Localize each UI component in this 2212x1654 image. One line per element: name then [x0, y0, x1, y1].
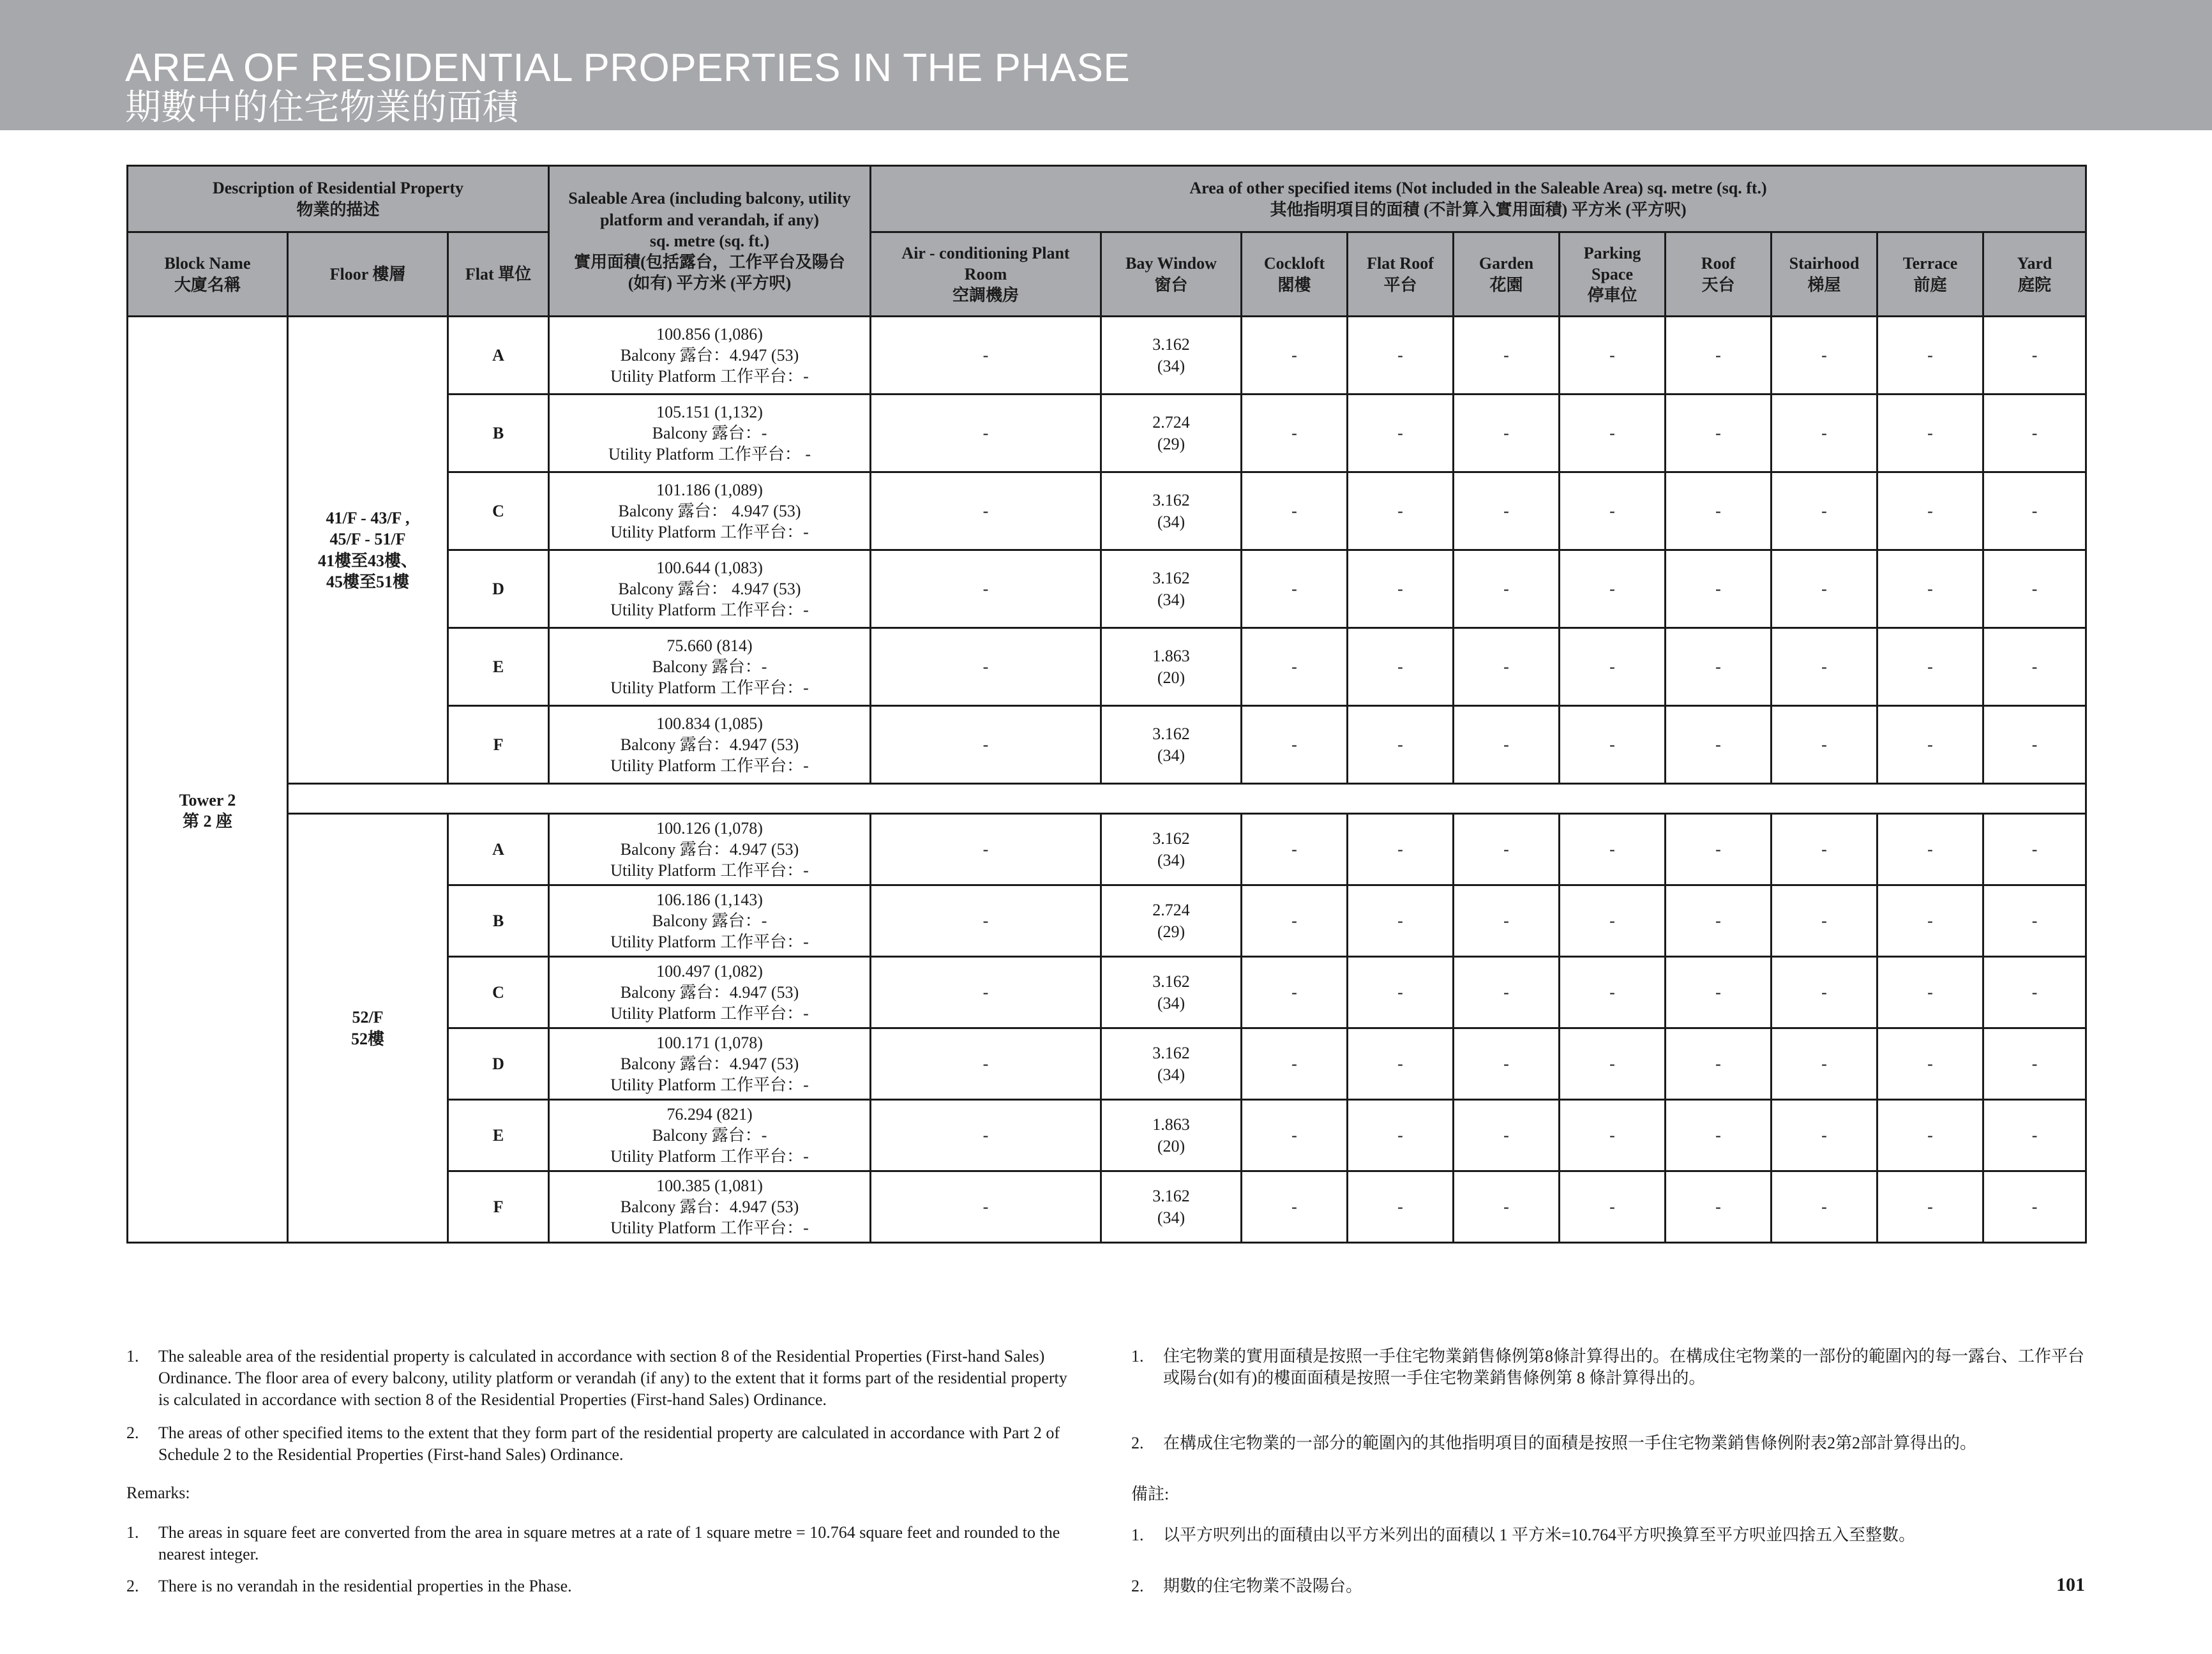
- stairhood-cell: -: [1772, 1028, 1877, 1100]
- cockloft-cell: -: [1242, 706, 1348, 784]
- stairhood-cell: -: [1772, 472, 1877, 550]
- ac-plant-room-cell: -: [871, 550, 1101, 628]
- page-title-en: AREA OF RESIDENTIAL PROPERTIES IN THE PHASE: [125, 46, 1131, 90]
- cell-line: (20): [1157, 668, 1185, 687]
- remark-en-1: 1. The areas in square feet are converted from the area in square metres at a rate of 1 square metre = 10.764 square feet and rounded to the nearest integer.: [126, 1523, 1060, 1563]
- garden-cell: -: [1454, 957, 1560, 1028]
- flat-cell: D: [448, 550, 549, 628]
- cell-line: (34): [1157, 1208, 1185, 1227]
- terrace-cell: -: [1877, 472, 1983, 550]
- flat-cell: D: [448, 1028, 549, 1100]
- cell-line: (34): [1157, 590, 1185, 609]
- utility-line: Utility Platform 工作平台：-: [610, 601, 809, 620]
- cell-line: Tower 2: [179, 790, 236, 809]
- stairhood-cell: -: [1772, 1171, 1877, 1243]
- cell-line: 3.162: [1152, 972, 1190, 991]
- yard-cell: -: [1983, 1100, 2086, 1171]
- stairhood-cell: -: [1772, 1100, 1877, 1171]
- area-line: 100.126 (1,078): [656, 818, 763, 838]
- cell-line: 2.724: [1152, 901, 1190, 920]
- parking-space-cell: -: [1560, 395, 1666, 472]
- cell-line: 3.162: [1152, 491, 1190, 510]
- ac-plant-room-cell: -: [871, 1100, 1101, 1171]
- flat-cell: F: [448, 1171, 549, 1243]
- roof-cell: -: [1666, 957, 1772, 1028]
- remarks-title-zh: 備註:: [1131, 1485, 1170, 1503]
- yard-cell: -: [1983, 1171, 2086, 1243]
- roof-cell: -: [1666, 814, 1772, 885]
- cockloft-header: Cockloft 閣樓: [1242, 232, 1348, 317]
- yard-cell: -: [1983, 472, 2086, 550]
- cockloft-cell: -: [1242, 550, 1348, 628]
- parking-space-cell: -: [1560, 957, 1666, 1028]
- roof-cell: -: [1666, 1100, 1772, 1171]
- terrace-cell: -: [1877, 550, 1983, 628]
- area-line: 100.644 (1,083): [656, 558, 763, 577]
- remark-zh-1: 1. 以平方呎列出的面積由以平方米列出的面積以 1 平方米=10.764平方呎換算至平方呎並四捨五入至整數。: [1131, 1526, 1916, 1544]
- saleable-area-cell: [549, 395, 871, 472]
- utility-line: Utility Platform 工作平台：-: [610, 1219, 809, 1238]
- terrace-cell: -: [1877, 1028, 1983, 1100]
- terrace-cell: -: [1877, 1171, 1983, 1243]
- ac-plant-room-cell: -: [871, 957, 1101, 1028]
- cell-line: (34): [1157, 356, 1185, 375]
- cockloft-cell: -: [1242, 395, 1348, 472]
- garden-cell: -: [1454, 628, 1560, 706]
- utility-line: Utility Platform 工作平台：-: [610, 861, 809, 880]
- parking-space-cell: -: [1560, 814, 1666, 885]
- floor-range-cell: [288, 814, 448, 1243]
- remark-zh-2: 2. 期數的住宅物業不設陽台。: [1131, 1577, 1363, 1595]
- area-line: 101.186 (1,089): [656, 480, 763, 499]
- description-header: Description of Residential Property 物業的描述: [128, 166, 549, 232]
- ac-plant-room-cell: -: [871, 885, 1101, 957]
- flat-cell: B: [448, 395, 549, 472]
- cell-line: (34): [1157, 512, 1185, 531]
- yard-cell: -: [1983, 395, 2086, 472]
- cell-line: 第 2 座: [182, 812, 232, 831]
- balcony-line: Balcony 露台：4.947 (53): [620, 839, 799, 859]
- flat-cell: C: [448, 957, 549, 1028]
- cockloft-cell: -: [1242, 885, 1348, 957]
- roof-cell: -: [1666, 472, 1772, 550]
- cell-line: 3.162: [1152, 335, 1190, 354]
- cell-line: (34): [1157, 1065, 1185, 1084]
- stairhood-cell: -: [1772, 706, 1877, 784]
- flat-roof-cell: -: [1348, 706, 1454, 784]
- garden-cell: -: [1454, 706, 1560, 784]
- cell-line: 41樓至43樓、: [317, 551, 418, 570]
- saleable-area-cell: [549, 1171, 871, 1243]
- ac-plant-room-cell: -: [871, 317, 1101, 395]
- saleable-area-cell: [549, 550, 871, 628]
- balcony-line: Balcony 露台：-: [652, 423, 767, 442]
- parking-space-cell: -: [1560, 1171, 1666, 1243]
- cell-line: (20): [1157, 1136, 1185, 1155]
- yard-cell: -: [1983, 1028, 2086, 1100]
- bay-window-cell: [1101, 550, 1242, 628]
- title-banner: [0, 0, 2212, 130]
- terrace-cell: -: [1877, 885, 1983, 957]
- balcony-line: Balcony 露台：4.947 (53): [620, 1054, 799, 1073]
- stairhood-cell: -: [1772, 885, 1877, 957]
- terrace-cell: -: [1877, 814, 1983, 885]
- note-en-2: 2. The areas of other specified items to the extent that they form part of the residential property are calculated in accordance with Part 2 of Schedule 2 to the Residential Properties (First-hand Sales) Ordinance.: [126, 1424, 1060, 1464]
- yard-cell: -: [1983, 628, 2086, 706]
- roof-cell: -: [1666, 628, 1772, 706]
- parking-space-cell: -: [1560, 317, 1666, 395]
- ac-plant-room-cell: -: [871, 395, 1101, 472]
- yard-cell: -: [1983, 317, 2086, 395]
- saleable-area-cell: [549, 472, 871, 550]
- bay-window-header: Bay Window 窗台: [1101, 232, 1242, 317]
- utility-line: Utility Platform 工作平台：-: [610, 1076, 809, 1095]
- area-line: 100.834 (1,085): [656, 714, 763, 733]
- stairhood-cell: -: [1772, 550, 1877, 628]
- cockloft-cell: -: [1242, 472, 1348, 550]
- roof-cell: -: [1666, 1028, 1772, 1100]
- parking-space-cell: -: [1560, 1100, 1666, 1171]
- flat-roof-cell: -: [1348, 957, 1454, 1028]
- parking-space-cell: -: [1560, 885, 1666, 957]
- bay-window-cell: [1101, 885, 1242, 957]
- stairhood-cell: -: [1772, 628, 1877, 706]
- area-line: 100.385 (1,081): [656, 1176, 763, 1195]
- parking-space-cell: -: [1560, 472, 1666, 550]
- cell-line: 52/F: [352, 1008, 384, 1027]
- bay-window-cell: [1101, 814, 1242, 885]
- utility-line: Utility Platform 工作平台：-: [610, 1004, 809, 1023]
- saleable-area-cell: [549, 628, 871, 706]
- terrace-cell: -: [1877, 317, 1983, 395]
- utility-line: Utility Platform 工作平台： -: [608, 445, 811, 464]
- garden-cell: -: [1454, 1171, 1560, 1243]
- roof-cell: -: [1666, 706, 1772, 784]
- garden-cell: -: [1454, 1028, 1560, 1100]
- flat-roof-cell: -: [1348, 814, 1454, 885]
- saleable-area-header: Saleable Area (including balcony, utility platform and verandah, if any) sq. metre (sq. ft.) 實用面積(包括露台，工作平台及陽台 (如有) 平方米 (平方呎): [549, 166, 871, 317]
- bay-window-cell: [1101, 628, 1242, 706]
- terrace-cell: -: [1877, 1100, 1983, 1171]
- balcony-line: Balcony 露台： 4.947 (53): [618, 501, 801, 520]
- roof-cell: -: [1666, 550, 1772, 628]
- remarks-title-en: Remarks:: [126, 1484, 190, 1502]
- garden-cell: -: [1454, 395, 1560, 472]
- stairhood-cell: -: [1772, 395, 1877, 472]
- balcony-line: Balcony 露台：-: [652, 1125, 767, 1145]
- balcony-line: Balcony 露台：-: [652, 911, 767, 930]
- bay-window-cell: [1101, 1171, 1242, 1243]
- balcony-line: Balcony 露台：4.947 (53): [620, 735, 799, 754]
- cell-line: 3.162: [1152, 1187, 1190, 1206]
- bay-window-cell: [1101, 957, 1242, 1028]
- ac-plant-room-cell: -: [871, 472, 1101, 550]
- saleable-area-cell: [549, 317, 871, 395]
- flat-roof-header: Flat Roof 平台: [1348, 232, 1454, 317]
- cell-line: 45/F - 51/F: [329, 530, 406, 549]
- stairhood-cell: -: [1772, 317, 1877, 395]
- roof-cell: -: [1666, 395, 1772, 472]
- ac-plant-room-cell: -: [871, 706, 1101, 784]
- area-line: 76.294 (821): [666, 1104, 753, 1124]
- parking-space-header: Parking Space 停車位: [1560, 232, 1666, 317]
- table-row: [128, 814, 2086, 885]
- flat-roof-cell: -: [1348, 1100, 1454, 1171]
- flat-roof-cell: -: [1348, 550, 1454, 628]
- stairhood-cell: -: [1772, 957, 1877, 1028]
- cell-line: 2.724: [1152, 413, 1190, 432]
- cell-line: (29): [1157, 434, 1185, 453]
- balcony-line: Balcony 露台：4.947 (53): [620, 1197, 799, 1216]
- area-line: 100.171 (1,078): [656, 1033, 763, 1052]
- ac-plant-room-header: Air - conditioning Plant Room 空調機房: [871, 232, 1101, 317]
- cell-line: 45樓至51樓: [326, 572, 409, 591]
- bay-window-cell: [1101, 1028, 1242, 1100]
- flat-roof-cell: -: [1348, 1171, 1454, 1243]
- garden-cell: -: [1454, 317, 1560, 395]
- utility-line: Utility Platform 工作平台：-: [610, 679, 809, 698]
- flat-roof-cell: -: [1348, 317, 1454, 395]
- flat-header: Flat 單位: [448, 232, 549, 317]
- garden-cell: -: [1454, 472, 1560, 550]
- remark-en-2: 2. There is no verandah in the residential properties in the Phase.: [126, 1577, 572, 1595]
- flat-roof-cell: -: [1348, 472, 1454, 550]
- flat-roof-cell: -: [1348, 885, 1454, 957]
- flat-cell: A: [448, 814, 549, 885]
- balcony-line: Balcony 露台：4.947 (53): [620, 345, 799, 365]
- balcony-line: Balcony 露台：-: [652, 657, 767, 676]
- floor-header: Floor 樓層: [288, 232, 448, 317]
- other-items-header: Area of other specified items (Not included in the Saleable Area) sq. metre (sq. ft.) 其他指明項目的面積 (不計算入實用面積) 平方米 (平方呎): [871, 166, 2086, 232]
- area-line: 75.660 (814): [666, 636, 753, 655]
- bay-window-cell: [1101, 1100, 1242, 1171]
- utility-line: Utility Platform 工作平台：-: [610, 756, 809, 776]
- utility-line: Utility Platform 工作平台：-: [610, 367, 809, 386]
- note-zh-1: 1. 住宅物業的實用面積是按照一手住宅物業銷售條例第8條計算得出的。在構成住宅物業的一部份的範圍內的每一露台、工作平台或陽台(如有)的樓面面積是按照一手住宅物業銷售條例第 8 條計算得出的。: [1131, 1347, 2085, 1387]
- flat-cell: E: [448, 628, 549, 706]
- ac-plant-room-cell: -: [871, 628, 1101, 706]
- separator-cell: [288, 784, 2086, 814]
- garden-cell: -: [1454, 550, 1560, 628]
- area-line: 106.186 (1,143): [656, 890, 763, 909]
- saleable-area-cell: [549, 706, 871, 784]
- garden-cell: -: [1454, 1100, 1560, 1171]
- bay-window-cell: [1101, 317, 1242, 395]
- flat-roof-cell: -: [1348, 395, 1454, 472]
- yard-cell: -: [1983, 814, 2086, 885]
- utility-line: Utility Platform 工作平台：-: [610, 933, 809, 952]
- block-name-header: Block Name 大廈名稱: [128, 232, 288, 317]
- terrace-cell: -: [1877, 706, 1983, 784]
- bay-window-cell: [1101, 472, 1242, 550]
- flat-roof-cell: -: [1348, 1028, 1454, 1100]
- cockloft-cell: -: [1242, 814, 1348, 885]
- cell-line: 3.162: [1152, 725, 1190, 744]
- cell-line: (29): [1157, 922, 1185, 941]
- saleable-area-cell: [549, 957, 871, 1028]
- ac-plant-room-cell: -: [871, 1171, 1101, 1243]
- yard-header: Yard 庭院: [1983, 232, 2086, 317]
- flat-roof-cell: -: [1348, 628, 1454, 706]
- table-body: [128, 317, 2086, 1243]
- page-title-zh: 期數中的住宅物業的面積: [125, 87, 518, 127]
- terrace-cell: -: [1877, 957, 1983, 1028]
- flat-cell: A: [448, 317, 549, 395]
- cockloft-cell: -: [1242, 1100, 1348, 1171]
- page-number: 101: [2056, 1574, 2085, 1595]
- roof-cell: -: [1666, 1171, 1772, 1243]
- flat-cell: C: [448, 472, 549, 550]
- balcony-line: Balcony 露台： 4.947 (53): [618, 579, 801, 598]
- note-zh-2: 2. 在構成住宅物業的一部分的範圍內的其他指明項目的面積是按照一手住宅物業銷售條例附表2第2部計算得出的。: [1131, 1434, 1977, 1452]
- yard-cell: -: [1983, 885, 2086, 957]
- roof-cell: -: [1666, 317, 1772, 395]
- floor-range-cell: [288, 317, 448, 784]
- cockloft-cell: -: [1242, 957, 1348, 1028]
- area-line: 100.497 (1,082): [656, 961, 763, 981]
- bay-window-cell: [1101, 706, 1242, 784]
- flat-cell: E: [448, 1100, 549, 1171]
- area-table: [126, 165, 2087, 1244]
- flat-cell: F: [448, 706, 549, 784]
- tower-name-cell: [128, 317, 288, 1243]
- saleable-area-cell: [549, 814, 871, 885]
- garden-cell: -: [1454, 885, 1560, 957]
- saleable-area-cell: [549, 1028, 871, 1100]
- stairhood-header: Stairhood 梯屋: [1772, 232, 1877, 317]
- parking-space-cell: -: [1560, 706, 1666, 784]
- saleable-area-cell: [549, 885, 871, 957]
- group-separator-row: [128, 784, 2086, 814]
- yard-cell: -: [1983, 706, 2086, 784]
- table-row: [128, 317, 2086, 395]
- parking-space-cell: -: [1560, 1028, 1666, 1100]
- utility-line: Utility Platform 工作平台：-: [610, 1147, 809, 1166]
- cockloft-cell: -: [1242, 628, 1348, 706]
- terrace-header: Terrace 前庭: [1877, 232, 1983, 317]
- balcony-line: Balcony 露台：4.947 (53): [620, 982, 799, 1002]
- cockloft-cell: -: [1242, 1028, 1348, 1100]
- stairhood-cell: -: [1772, 814, 1877, 885]
- ac-plant-room-cell: -: [871, 814, 1101, 885]
- roof-header: Roof 天台: [1666, 232, 1772, 317]
- cell-line: 3.162: [1152, 569, 1190, 588]
- cell-line: 1.863: [1152, 647, 1190, 666]
- utility-line: Utility Platform 工作平台：-: [610, 523, 809, 542]
- terrace-cell: -: [1877, 395, 1983, 472]
- cell-line: (34): [1157, 993, 1185, 1012]
- saleable-area-cell: [549, 1100, 871, 1171]
- parking-space-cell: -: [1560, 550, 1666, 628]
- cell-line: 1.863: [1152, 1115, 1190, 1134]
- ac-plant-room-cell: -: [871, 1028, 1101, 1100]
- cell-line: 3.162: [1152, 1044, 1190, 1063]
- cockloft-cell: -: [1242, 1171, 1348, 1243]
- terrace-cell: -: [1877, 628, 1983, 706]
- flat-cell: B: [448, 885, 549, 957]
- cell-line: (34): [1157, 850, 1185, 869]
- cell-line: 3.162: [1152, 829, 1190, 848]
- garden-cell: -: [1454, 814, 1560, 885]
- garden-header: Garden 花園: [1454, 232, 1560, 317]
- yard-cell: -: [1983, 957, 2086, 1028]
- cell-line: 41/F - 43/F ,: [326, 508, 410, 527]
- area-line: 105.151 (1,132): [656, 402, 763, 421]
- cell-line: (34): [1157, 746, 1185, 765]
- yard-cell: -: [1983, 550, 2086, 628]
- note-en-1: 1. The saleable area of the residential property is calculated in accordance with section 8 of the Residential Properties (First-hand Sales) Ordinance. The floor area of every balcony, utility platform or verandah (if any) to the extent that it forms part of the residential property is calculated in accordance with section 8 of the Residential Properties (First-hand Sales) Ordinance.: [126, 1347, 1067, 1409]
- area-line: 100.856 (1,086): [656, 324, 763, 343]
- bay-window-cell: [1101, 395, 1242, 472]
- parking-space-cell: -: [1560, 628, 1666, 706]
- cockloft-cell: -: [1242, 317, 1348, 395]
- cell-line: 52樓: [350, 1029, 384, 1048]
- roof-cell: -: [1666, 885, 1772, 957]
